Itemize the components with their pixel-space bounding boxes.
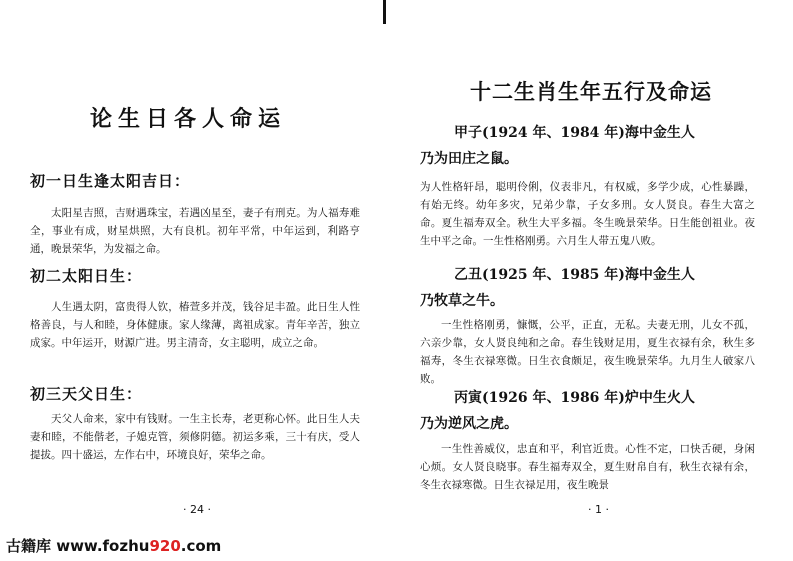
section-text-3: 天父人命来，家中有钱财。一生主长寿，老更称心怀。此日生人夫妻和睦，不能偕老，子媳克管，须修阴德。初运多乘，三十有庆，受人提拔。四十盛运，左作右中，环境良好，荣华之命。 [30,413,360,461]
zodiac-heading-line: 甲子(1924 年、1984 年)海中金生人 [454,125,695,141]
zodiac-heading-line: 乃牧草之牛。 [420,293,504,309]
watermark-prefix: 古籍库 www.fozhu [6,536,150,555]
section-text-2: 人生遇太阴，富贵得人钦，椿萱多并茂，钱谷足丰盈。此日生人性格善良，与人和睦，身体健康。家人缘薄，离祖成家。青年辛苦，独立成家。中年运开，财源广进。男主清奇，女主聪明，成立之命。 [30,301,360,349]
zodiac-entry-heading-3 [420,385,695,437]
watermark-suffix: .com [180,536,222,555]
zodiac-entry-heading-2 [420,262,695,314]
scan-gutter-mark [383,0,386,24]
section-heading-1: 初一日生逢太阳吉日： [30,172,191,190]
site-watermark [6,535,221,556]
left-page [18,0,370,530]
section-heading-3: 初三天父日生： [30,385,143,403]
zodiac-entry-text-3: 一生性善威仪，忠直和平，利官近贵。心性不定，口快舌硬，身闲心烦。女人贤良晓事。春生福寿双全，夏生财帛自有，秋生衣禄有余，冬生衣禄寒微。日生衣禄足用，夜生晚景 [420,443,755,491]
zodiac-entry-heading-1 [420,120,695,172]
zodiac-entry-text-1: 为人性格轩昂，聪明伶俐，仪表非凡，有权威，多学少成，心性暴躁，有始无终。幼年多灾，兄弟少靠，子女多刑。女人贤良。春生大富之命。夏生福寿双全。秋生大平多福。冬生晚景荣华。日生能创祖业。夜生中平之命。一生性格刚勇。六月生人带五鬼八败。 [420,181,755,247]
zodiac-heading-line: 乃为田庄之鼠。 [420,151,518,167]
right-page-number: · 1 · [588,503,609,516]
zodiac-entry-text-2: 一生性格刚勇，慷慨，公平，正直，无私。夫妻无刑，儿女不孤，六亲少靠，女人贤良纯和之命。春生钱财足用，夏生衣禄有余，秋生多福寿，冬生衣禄寒微。日生衣食颇足，夜生晚景荣华。九月生人破家八败。 [420,319,755,385]
zodiac-heading-line: 乙丑(1925 年、1985 年)海中金生人 [454,267,695,283]
right-page-title: 十二生肖生年五行及命运 [470,79,712,104]
watermark-number: 920 [149,536,181,555]
right-page [420,0,780,530]
section-heading-2: 初二太阳日生： [30,267,143,285]
zodiac-heading-line: 丙寅(1926 年、1986 年)炉中生火人 [454,390,695,406]
section-text-1: 太阳星吉照，吉财遇珠宝，若遇凶星至，妻子有刑克。为人福寿难全，事业有成，财星烘照，大有良机。初年平常，中年运到，利路亨通，晚景荣华，为发福之命。 [30,207,360,255]
watermark-footer [0,529,793,561]
left-page-title: 论生日各人命运 [90,106,287,132]
left-page-number: · 24 · [183,503,211,516]
zodiac-heading-line: 乃为逆风之虎。 [420,416,518,432]
